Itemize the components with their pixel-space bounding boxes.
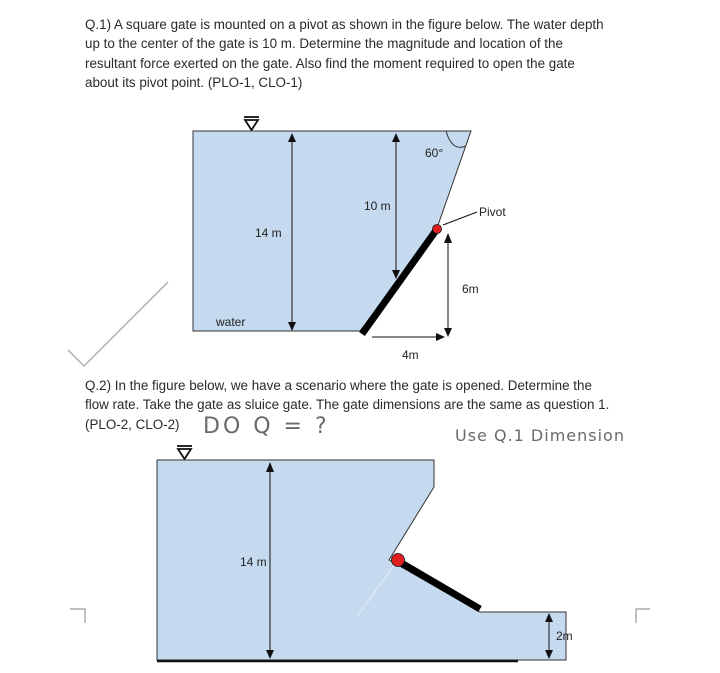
pivot-point [433, 225, 442, 234]
corner-mark-icon [70, 609, 85, 623]
gate-width-label: 4m [402, 348, 419, 362]
depth-10m-label: 10 m [364, 199, 391, 213]
q2-line: flow rate. Take the gate as sluice gate. The gate dimensions are the same as question 1. [85, 397, 610, 413]
gate-height-label: 6m [462, 282, 479, 296]
q2-line: Q.2) In the figure below, we have a scenario where the gate is opened. Determine the [85, 378, 592, 393]
q1-line: resultant force exerted on the gate. Also find the moment required to open the gate [85, 55, 575, 71]
depth-14m-label-2: 14 m [240, 555, 267, 569]
free-surface-triangle-icon [178, 449, 191, 459]
water-region-1 [193, 131, 471, 331]
q1-line: Q.1) A square gate is mounted on a pivot as shown in the figure below. The water depth [85, 17, 604, 32]
check-mark-icon [68, 282, 168, 366]
opening-2m-label: 2m [556, 629, 573, 643]
q1-line: about its pivot point. (PLO-1, CLO-1) [85, 75, 303, 91]
pivot-label: Pivot [479, 205, 506, 219]
water-label: water [216, 315, 246, 329]
handwritten-note-right: Use Q.1 Dimension [455, 426, 625, 445]
pivot-point-2 [392, 554, 405, 567]
angle-label: 60° [425, 146, 444, 160]
water-region-2 [157, 460, 566, 660]
q1-line: up to the center of the gate is 10 m. Determine the magnitude and location of the [85, 36, 563, 52]
q2-line: (PLO-2, CLO-2) [85, 416, 180, 432]
corner-mark-icon [636, 609, 650, 623]
depth-14m-label: 14 m [255, 226, 282, 240]
free-surface-triangle-icon [245, 120, 258, 130]
handwritten-note-left: DO Q = ? [203, 414, 330, 439]
